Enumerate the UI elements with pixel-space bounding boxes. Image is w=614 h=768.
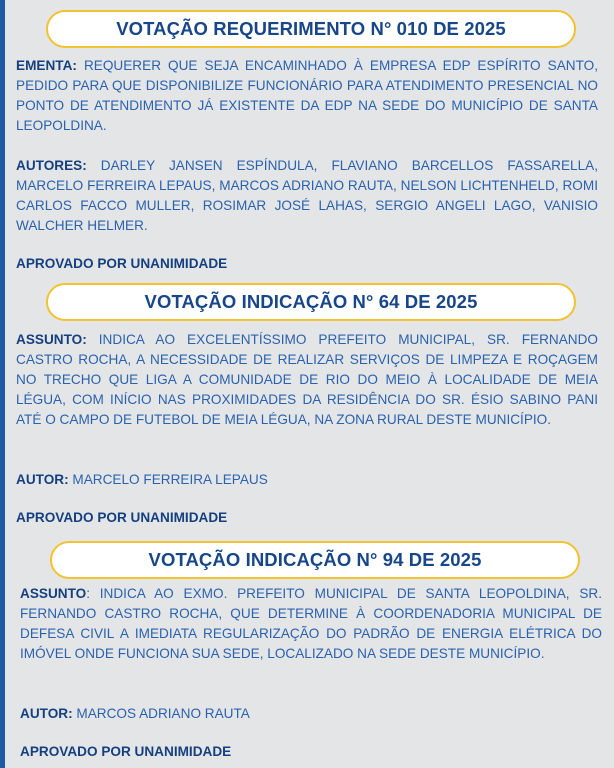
section-title: VOTAÇÃO INDICAÇÃO N° 94 DE 2025 [148,549,482,570]
result-status: APROVADO POR UNANIMIDADE [16,256,228,271]
assunto-label: ASSUNTO: [16,332,87,347]
left-accent-bar [0,0,5,768]
author-paragraph [20,704,602,724]
author-text: MARCELO FERREIRA LEPAUS [72,472,268,487]
section-title-pill [46,283,576,321]
ementa-paragraph [16,56,598,136]
author-label: AUTOR: [16,472,69,487]
assunto-text: INDICA AO EXCELENTÍSSIMO PREFEITO MUNICIPAL, SR. FERNANDO CASTRO ROCHA, A NECESSIDADE DE REALIZAR SERVIÇOS DE LIMPEZA E ROÇAGEM NO TRECHO QUE LIGA A COMUNIDADE DE RIO DO MEIO À LOCALIDADE DE MEIA LÉGUA, COM INÍCIO NAS PROXIMIDADES DA RESIDÊNCIA DO SR. ÉSIO SABINO PANI ATÉ O CAMPO DE FUTEBOL DE MEIA LÉGUA, NA ZONA RURAL DESTE MUNICÍPIO. [16,332,598,427]
assunto-label: ASSUNTO [20,586,87,601]
section-title: VOTAÇÃO INDICAÇÃO N° 64 DE 2025 [144,291,478,312]
author-text: MARCOS ADRIANO RAUTA [76,706,250,721]
author-paragraph [16,470,598,490]
section-title: VOTAÇÃO REQUERIMENTO N° 010 DE 2025 [116,18,506,39]
section-title-pill [50,541,580,579]
ementa-label: EMENTA: [16,58,77,73]
ementa-text: REQUERER QUE SEJA ENCAMINHADO À EMPRESA EDP ESPÍRITO SANTO, PEDIDO PARA QUE DISPONIBILIZE FUNCIONÁRIO PARA ATENDIMENTO PRESENCIAL NO PONTO DE ATENDIMENTO JÁ EXISTENTE DA EDP NA SEDE DO MUNICÍPIO DE SANTA LEOPOLDINA. [16,58,599,133]
assunto-paragraph [16,330,598,430]
result-status: APROVADO POR UNANIMIDADE [16,510,228,525]
assunto-text: : INDICA AO EXMO. PREFEITO MUNICIPAL DE SANTA LEOPOLDINA, SR. FERNANDO CASTRO ROCHA, QUE DETERMINE À COORDENADORIA MUNICIPAL DE DEFESA CIVIL A IMEDIATA REGULARIZAÇÃO DO PADRÃO DE ENERGIA ELÉTRICA DO IMÓVEL ONDE FUNCIONA SUA SEDE, LOCALIZADO NA SEDE DESTE MUNICÍPIO. [20,586,602,661]
authors-paragraph [16,156,598,236]
authors-text: DARLEY JANSEN ESPÍNDULA, FLAVIANO BARCELLOS FASSARELLA, MARCELO FERREIRA LEPAUS, MARCOS ADRIANO RAUTA, NELSON LICHTENHELD, ROMI CARLOS FACCO MULLER, ROSIMAR JOSÉ LAHAS, SERGIO ANGELI LAGO, VANISIO WALCHER HELMER. [16,158,599,233]
result-status: APROVADO POR UNANIMIDADE [20,744,232,759]
section-title-pill [46,10,576,48]
assunto-paragraph [20,584,602,664]
authors-label: AUTORES: [16,158,87,173]
author-label: AUTOR: [20,706,73,721]
